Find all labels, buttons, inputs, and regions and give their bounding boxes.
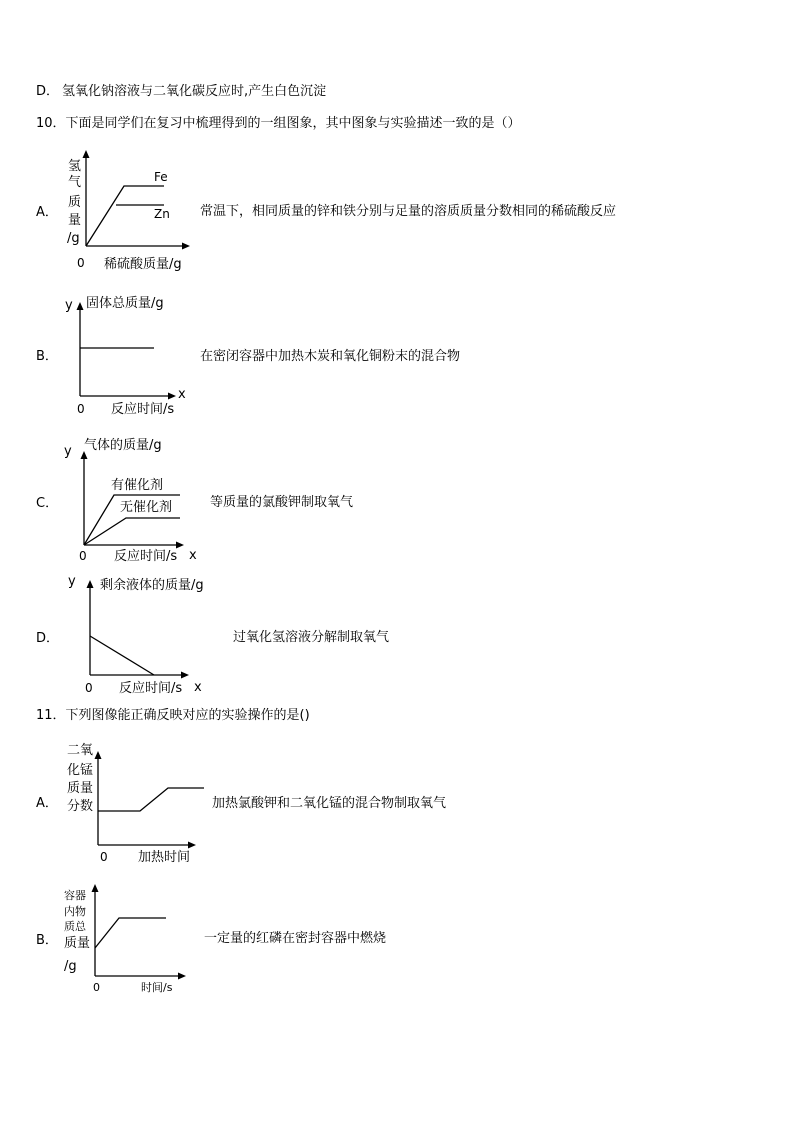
q11-option-b-label: B． bbox=[36, 933, 58, 948]
q10-c-x-axis-letter: x bbox=[189, 548, 197, 563]
q10-c-origin: 0 bbox=[79, 549, 87, 563]
question-11-stem: 11．下列图像能正确反映对应的实验操作的是() bbox=[36, 708, 310, 723]
q10-c-series-catalyst: 有催化剂 bbox=[111, 478, 164, 493]
q10-a-series-fe: Fe bbox=[154, 170, 168, 184]
q10-b-ylabel: 固体总质量/g bbox=[86, 296, 164, 311]
q10-option-b-label: B． bbox=[36, 349, 58, 364]
q10-a-ylabel-5: /g bbox=[67, 231, 80, 246]
q11-b-ylabel-2: 内物 bbox=[64, 905, 86, 918]
q10-a-ylabel-2: 气 bbox=[68, 175, 82, 190]
q10-option-c-label: C． bbox=[36, 496, 59, 511]
q11-b-ylabel-4: 质量 bbox=[64, 936, 91, 951]
q10-a-xlabel: 稀硫酸质量/g bbox=[104, 257, 182, 272]
question-10-stem: 10．下面是同学们在复习中梳理得到的一组图象，其中图象与实验描述一致的是（） bbox=[36, 116, 521, 131]
q10-a-series-zn: Zn bbox=[154, 207, 170, 221]
q10-a-origin: 0 bbox=[77, 256, 85, 270]
q10-c-y-axis-letter: y bbox=[64, 444, 72, 459]
q11-a-ylabel-4: 分数 bbox=[67, 799, 94, 814]
q11-b-origin: 0 bbox=[93, 981, 100, 994]
q11-a-ylabel-2: 化锰 bbox=[67, 763, 94, 778]
q11-a-description: 加热氯酸钾和二氧化锰的混合物制取氧气 bbox=[212, 796, 447, 811]
q10-c-xlabel: 反应时间/s bbox=[114, 549, 178, 564]
q11-option-a-label: A． bbox=[36, 796, 58, 811]
q10-a-ylabel-3: 质 bbox=[68, 195, 82, 210]
q11-a-ylabel-1: 二氧 bbox=[67, 743, 94, 758]
q10-b-description: 在密闭容器中加热木炭和氧化铜粉末的混合物 bbox=[200, 349, 461, 364]
q10-b-y-axis-letter: y bbox=[65, 298, 73, 313]
q10-b-x-axis-letter: x bbox=[178, 387, 186, 402]
q10-d-ylabel: 剩余液体的质量/g bbox=[100, 578, 204, 593]
q10-a-ylabel-1: 氢 bbox=[68, 159, 82, 174]
q9-option-d-label: D． bbox=[36, 84, 60, 99]
q11-b-ylabel-3: 质总 bbox=[64, 920, 86, 933]
q10-b-origin: 0 bbox=[77, 402, 85, 416]
q11-a-origin: 0 bbox=[100, 850, 108, 864]
q10-b-xlabel: 反应时间/s bbox=[111, 402, 175, 417]
q11-b-ylabel-1: 容器 bbox=[64, 889, 86, 902]
q10-d-x-axis-letter: x bbox=[194, 680, 202, 695]
q10-d-origin: 0 bbox=[85, 681, 93, 695]
q11-b-x-arrow bbox=[178, 973, 186, 980]
q11-b-ylabel-5: /g bbox=[64, 959, 77, 974]
q10-c-description: 等质量的氯酸钾制取氧气 bbox=[210, 495, 354, 510]
q10-a-ylabel-4: 量 bbox=[68, 213, 82, 228]
q10-d-xlabel: 反应时间/s bbox=[119, 681, 183, 696]
q11-b-y-arrow bbox=[92, 884, 99, 892]
q10-option-d-label: D． bbox=[36, 631, 60, 646]
q11-b-xlabel: 时间/s bbox=[141, 981, 173, 994]
q10-c-series-no-catalyst: 无催化剂 bbox=[120, 500, 173, 515]
q9-option-d-text: 氢氧化钠溶液与二氧化碳反应时,产生白色沉淀 bbox=[62, 84, 327, 99]
q10-d-description: 过氧化氢溶液分解制取氧气 bbox=[233, 630, 390, 645]
q11-a-xlabel: 加热时间 bbox=[138, 850, 191, 865]
q11-b-description: 一定量的红磷在密封容器中燃烧 bbox=[204, 931, 387, 946]
q10-d-y-axis-letter: y bbox=[68, 574, 76, 589]
q10-a-description: 常温下，相同质量的锌和铁分别与足量的溶质质量分数相同的稀硫酸反应 bbox=[200, 204, 617, 219]
q10-option-a-label: A． bbox=[36, 205, 58, 220]
q10-c-ylabel: 气体的质量/g bbox=[84, 438, 162, 453]
q11-a-ylabel-3: 质量 bbox=[67, 781, 94, 796]
q11-b-mass-line bbox=[95, 918, 166, 948]
